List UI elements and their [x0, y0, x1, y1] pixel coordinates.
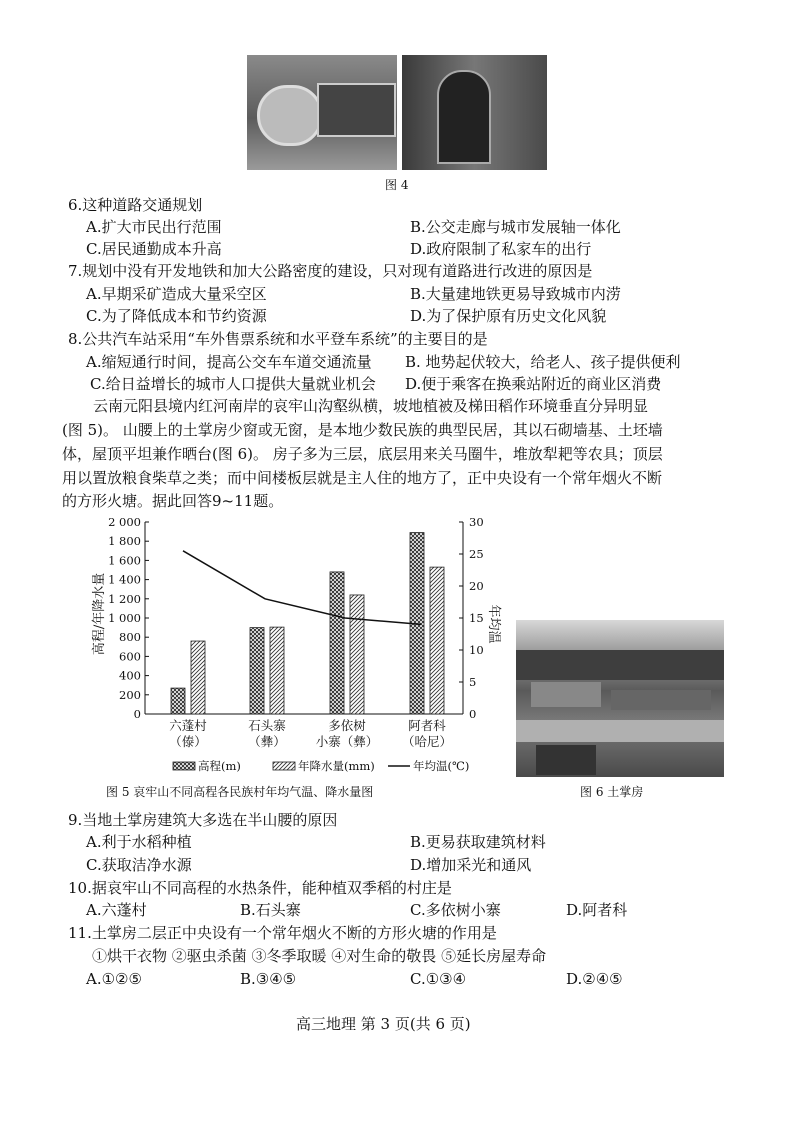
passage-line-4: 用以置放粮食柴草之类；而中间楼板层就是主人住的地方了，正中央设有一个常年烟火不断: [62, 469, 663, 487]
bar-elevation: [250, 628, 264, 714]
page-footer: 高三地理 第 3 页(共 6 页): [296, 1015, 471, 1033]
x-category-label: 石头寨: [248, 718, 286, 733]
passage-line-5: 的方形火塘。据此回答9~11题。: [62, 492, 284, 510]
q8-option-d: D.便于乘客在换乘站附近的商业区消费: [405, 375, 662, 393]
y-tick-label: 200: [119, 687, 141, 702]
figure-6-caption: 图 6 土掌房: [580, 785, 644, 799]
y-axis-title: 高程/年降水量: [92, 572, 107, 656]
bar-elevation: [171, 688, 185, 714]
bar-precipitation: [270, 627, 284, 714]
y2-axis-title: 年均温: [486, 604, 501, 644]
q7-option-b: B.大量建地铁更易导致城市内涝: [410, 285, 621, 303]
x-category-label: 阿者科: [408, 718, 446, 733]
temperature-series-line: [183, 551, 421, 625]
y-tick-label: 1 000: [108, 611, 141, 625]
q10-option-b: B.石头寨: [240, 901, 301, 919]
q6-option-b: B.公交走廊与城市发展轴一体化: [410, 218, 621, 236]
figure-6-earth-house-photo: [516, 620, 724, 777]
passage-line-3: 体，屋顶平坦兼作晒台(图 6)。 房子多为三层，底层用来关马圈牛，堆放犁耙等农具；顶层: [62, 445, 663, 463]
y-tick-label: 1 600: [108, 553, 141, 568]
figure-5-chart: [85, 512, 515, 802]
y-tick-label: 800: [119, 630, 141, 645]
y2-tick-label: 20: [469, 579, 484, 593]
passage-line-1: 云南元阳县境内红河南岸的哀牢山沟壑纵横，坡地植被及梯田稻作环境垂直分异明显: [93, 397, 649, 415]
q11-option-a: A.①②⑤: [86, 970, 142, 988]
legend-swatch-precipitation: [273, 762, 295, 770]
q6-stem: 6.这种道路交通规划: [68, 196, 203, 214]
x-category-label: 多依树: [328, 718, 366, 733]
figure-4-door-photo: [402, 55, 547, 170]
q7-option-d: D.为了保护原有历史文化风貌: [410, 307, 607, 325]
q7-option-a: A.早期采矿造成大量采空区: [86, 285, 267, 303]
legend-label-elevation: 高程(m): [198, 759, 241, 773]
chart-legend: [173, 759, 469, 773]
y2-tick-label: 0: [469, 707, 477, 721]
q11-items: ①烘干衣物 ②驱虫杀菌 ③冬季取暖 ④对生命的敬畏 ⑤延长房屋寿命: [92, 947, 547, 965]
q11-option-b: B.③④⑤: [240, 970, 297, 988]
q9-option-c: C.获取洁净水源: [86, 856, 192, 874]
q6-option-c: C.居民通勤成本升高: [86, 240, 222, 258]
q7-stem: 7.规划中没有开发地铁和加大公路密度的建设，只对现有道路进行改进的原因是: [68, 262, 593, 280]
q6-option-d: D.政府限制了私家车的出行: [410, 240, 592, 258]
q9-option-b: B.更易获取建筑材料: [410, 833, 546, 851]
x-category-label: （傣）: [169, 734, 207, 749]
bar-precipitation: [430, 567, 444, 714]
chart-temperature-line: [183, 551, 421, 625]
q6-option-a: A.扩大市民出行范围: [86, 218, 222, 236]
y2-tick-label: 30: [469, 515, 484, 529]
q11-stem: 11.土掌房二层正中央设有一个常年烟火不断的方形火塘的作用是: [68, 924, 497, 942]
q8-option-b: B. 地势起伏较大，给老人、孩子提供便利: [405, 353, 681, 371]
q10-stem: 10.据哀牢山不同高程的水热条件，能种植双季稻的村庄是: [68, 879, 452, 897]
q10-option-a: A.六蓬村: [86, 901, 147, 919]
legend-label-temperature: 年均温(℃): [413, 759, 470, 773]
q11-option-c: C.①③④: [410, 970, 467, 988]
y2-tick-label: 25: [469, 547, 484, 561]
figure-5-caption: 图 5 哀牢山不同高程各民族村年均气温、降水量图: [106, 785, 374, 799]
y2-tick-label: 15: [469, 611, 484, 625]
q8-option-c: C.给日益增长的城市人口提供大量就业机会: [90, 375, 376, 393]
y-tick-label: 0: [133, 707, 141, 721]
passage-line-2: (图 5)。 山腰上的土掌房少窗或无窗，是本地少数民族的典型民居，其以石砌墙基、土坯墙: [62, 421, 663, 439]
q9-stem: 9.当地土掌房建筑大多选在半山腰的原因: [68, 811, 338, 829]
y-tick-label: 1 200: [108, 591, 141, 606]
x-category-label: （彝）: [248, 734, 286, 749]
q7-option-c: C.为了降低成本和节约资源: [86, 307, 267, 325]
y-tick-label: 2 000: [108, 515, 141, 529]
y-tick-label: 400: [119, 668, 141, 683]
q8-option-a: A.缩短通行时间，提高公交车车道交通流量: [86, 353, 372, 371]
q8-stem: 8.公共汽车站采用“车外售票系统和水平登车系统”的主要目的是: [68, 330, 488, 348]
q9-option-d: D.增加采光和通风: [410, 856, 532, 874]
y-tick-label: 600: [119, 649, 141, 664]
bar-elevation: [330, 572, 344, 714]
x-category-label: （哈尼）: [401, 734, 453, 749]
legend-swatch-elevation: [173, 762, 195, 770]
figure-4-caption: 图 4: [385, 178, 409, 192]
figure-4-bus-photo: [247, 55, 397, 170]
x-category-label: 小寨（彝）: [315, 734, 379, 749]
bar-precipitation: [191, 641, 205, 714]
q9-option-a: A.利于水稻种植: [86, 833, 192, 851]
q11-option-d: D.②④⑤: [566, 970, 623, 988]
legend-label-precipitation: 年降水量(mm): [298, 759, 375, 773]
y-tick-label: 1 800: [108, 534, 141, 549]
q10-option-d: D.阿者科: [566, 901, 628, 919]
y2-tick-label: 10: [469, 643, 484, 657]
bar-precipitation: [350, 595, 364, 714]
x-category-label: 六蓬村: [169, 718, 207, 733]
y2-tick-label: 5: [469, 675, 477, 689]
y-tick-label: 1 400: [108, 572, 141, 587]
q10-option-c: C.多依树小寨: [410, 901, 501, 919]
